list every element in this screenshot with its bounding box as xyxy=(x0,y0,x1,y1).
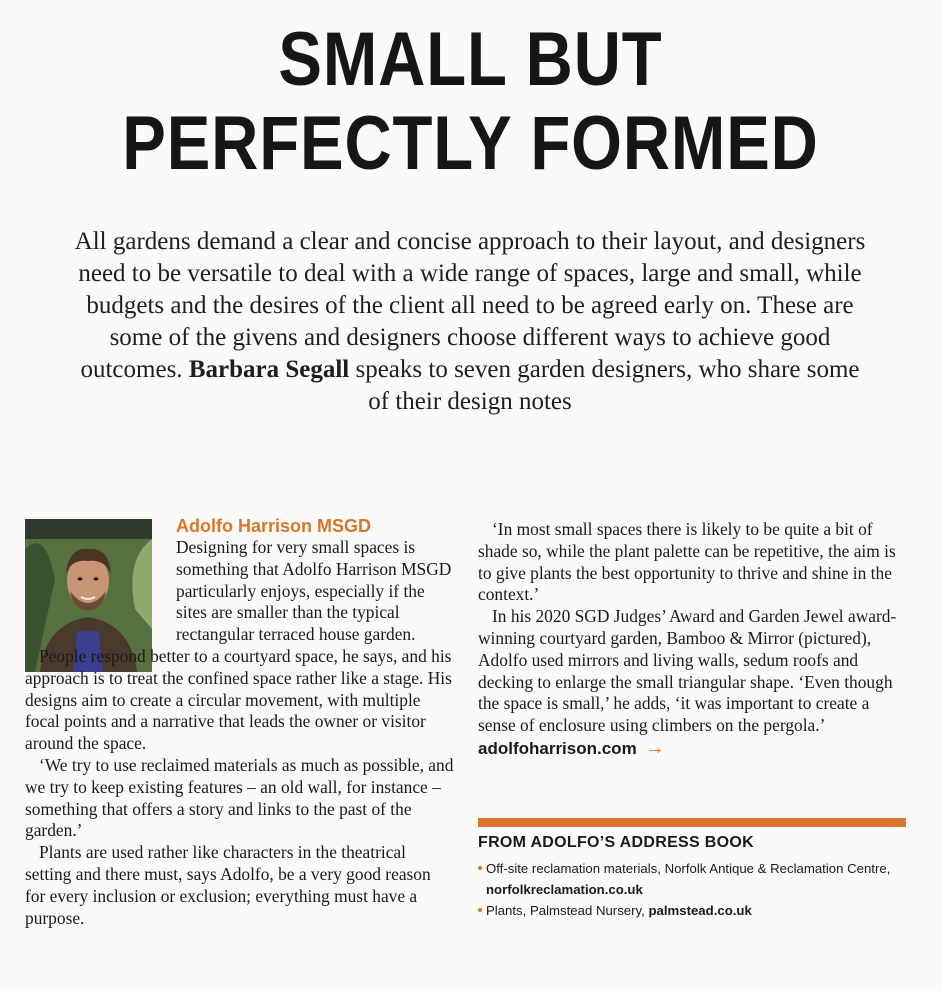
list-item xyxy=(478,858,908,900)
headline xyxy=(66,18,875,186)
headline-line-2: PERFECTLY FORMED xyxy=(122,101,819,186)
article-paragraph: People respond better to a courtyard space, he says, and his approach is to treat the confined space rather like a stage. His designs aim to create a circular movement, with multiple focal points and a narrative that leads the owner or visitor around the space. xyxy=(25,645,452,754)
standfirst xyxy=(70,226,870,418)
article-paragraph: In his 2020 SGD Judges’ Award and Garden Jewel award-winning courtyard garden, Bamboo & Mirror (pictured), Adolfo used mirrors and living walls, sedum roofs and decking to enlarge the small triangular shape. ‘Even though the space is small,’ he adds, ‘it was important to create a sense of enclosure using climbers on the pergola.’ xyxy=(478,606,897,736)
standfirst-author: Barbara Segall xyxy=(188,356,350,383)
address-item-link[interactable]: norfolkreclamation.co.uk xyxy=(486,882,643,897)
list-item xyxy=(478,900,908,921)
standfirst-text: All gardens demand a clear and concise approach to their layout, and designers need to be versatile to deal with a wide range of spaces, large and small, while budgets and the desires of the client all need to be agreed early on. These are some of the givens and designers choose different ways to achieve good outcomes. xyxy=(74,228,866,383)
address-book-list xyxy=(478,858,908,921)
address-book-divider xyxy=(478,818,906,827)
address-book-title: FROM ADOLFO’S ADDRESS BOOK xyxy=(478,834,754,851)
headline-line-1: SMALL BUT xyxy=(278,17,663,102)
designer-name: Adolfo Harrison MSGD xyxy=(176,516,372,536)
arrow-right-icon: → xyxy=(644,736,665,759)
address-item-text: Off-site reclamation materials, Norfolk Antique & Reclamation Centre, xyxy=(486,861,891,876)
address-item-text: Plants, Palmstead Nursery, xyxy=(486,903,645,918)
standfirst-text-end: speaks to seven garden designers, who share some of their design notes xyxy=(355,356,860,415)
article-intro: Designing for very small spaces is something that Adolfo Harrison MSGD particularly enjoys, especially if the sites are smaller than the typical rectangular terraced house garden. xyxy=(176,537,452,645)
article-paragraph: Plants are used rather like characters in the theatrical setting and there must, says Adolfo, be a very good reason for every inclusion or exclusion; everything must have a purpose. xyxy=(25,842,431,928)
article-paragraph: ‘In most small spaces there is likely to be quite a bit of shade so, while the plant palette can be repetitive, the aim is to give plants the best opportunity to thrive and shine in the context.’ xyxy=(478,519,896,605)
website-text[interactable]: adolfoharrison.com xyxy=(478,738,637,758)
article-column-left xyxy=(25,515,455,929)
address-item-link[interactable]: palmstead.co.uk xyxy=(648,903,752,918)
designer-website-link[interactable] xyxy=(478,738,908,760)
article-column-right xyxy=(478,519,908,760)
article-paragraph: ‘We try to use reclaimed materials as much as possible, and we try to keep existing features – an old wall, for instance – something that offers a story and links to the past of the garden.’ xyxy=(25,754,454,841)
